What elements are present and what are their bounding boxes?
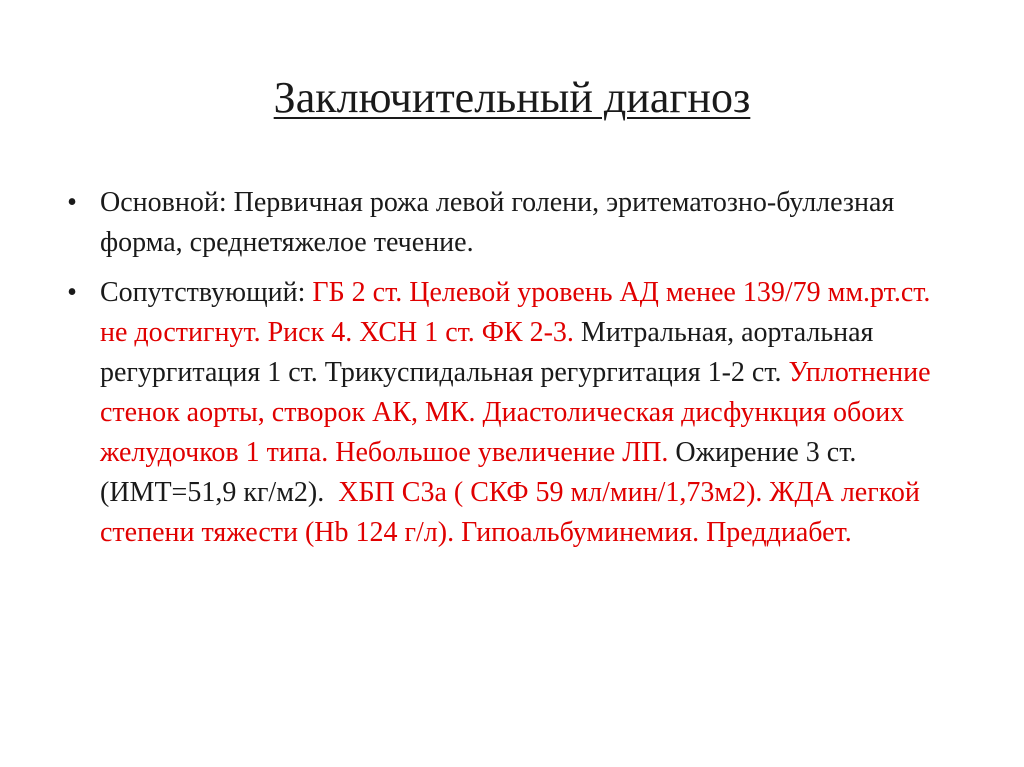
- concomitant-cardiac-structure-text: Уплотнение стенок аорты, створок АК, МК. Диастолическая дисфункция обоих желудочков 1 типа. Небольшое увеличение ЛП.: [100, 357, 931, 468]
- bullet-icon: •: [67, 187, 77, 218]
- concomitant-kidney-anemia-text: ХБП С3а ( СКФ 59 мл/мин/1,73м2). ЖДА легкой степени тяжести (Hb 124 г/л). Гипоальбуминемия. Преддиабет.: [100, 477, 927, 548]
- concomitant-hypertension-text: ГБ 2 ст. Целевой уровень АД менее 139/79 мм.рт.ст. не достигнут. Риск 4. ХСН 1 ст. ФК 2-3.: [100, 277, 931, 348]
- concomitant-obesity-text: Ожирение 3 ст. (ИМТ=51,9 кг/м2).: [100, 437, 857, 508]
- concomitant-label: Сопутствующий:: [100, 277, 313, 308]
- primary-diagnosis-text: Основной: Первичная рожа левой голени, эритематозно-буллезная форма, среднетяжелое течение.: [100, 187, 895, 258]
- concomitant-regurgitation-text: Митральная, аортальная регургитация 1 ст. Трикуспидальная регургитация 1-2 ст.: [100, 317, 874, 388]
- diagnosis-list: [62, 183, 942, 563]
- slide-title: [0, 70, 1024, 126]
- list-item-primary-diagnosis: [62, 183, 942, 263]
- slide-title-text: Заключительный диагноз: [273, 73, 751, 122]
- list-item-concomitant-diagnosis: [62, 273, 942, 553]
- bullet-icon: •: [67, 277, 77, 308]
